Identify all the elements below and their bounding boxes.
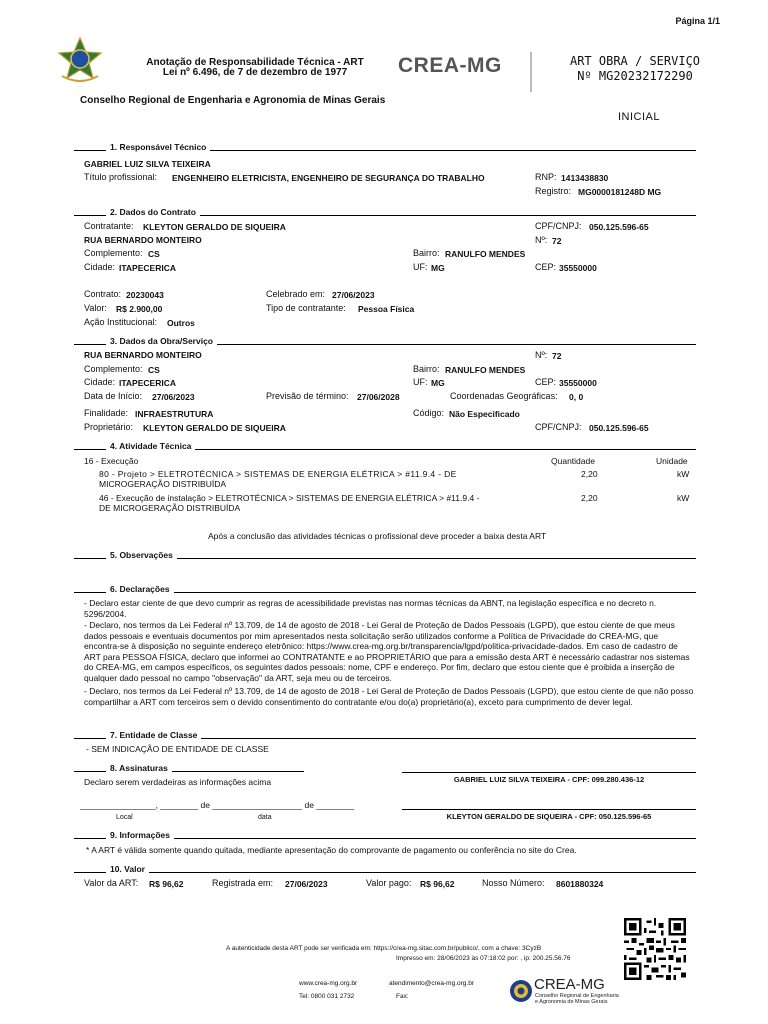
contrato-value: 20230043	[126, 290, 164, 300]
coord-label: Coordenadas Geográficas:	[450, 391, 558, 401]
valor-art-value: R$ 96,62	[149, 879, 184, 889]
finalidade-value: INFRAESTRUTURA	[135, 409, 214, 419]
nosso-numero-value: 8601880324	[556, 879, 604, 889]
contrato-cidade-label: Cidade:	[84, 262, 116, 272]
nosso-numero-label: Nosso Número:	[482, 878, 545, 888]
contrato-compl-label: Complemento:	[84, 248, 143, 258]
atividade-item-2-line2: DE MICROGERAÇÃO DISTRIBUÍDA	[99, 503, 241, 513]
contratante-value: KLEYTON GERALDO DE SIQUEIRA	[143, 222, 286, 232]
contrato-uf-value: MG	[431, 263, 445, 273]
unidade-header: Unidade	[656, 456, 688, 466]
section-9-title: 9. Informações	[110, 830, 174, 840]
council-name: Conselho Regional de Engenharia e Agronomia de Minas Gerais	[80, 95, 386, 106]
contrato-num-label: Nº:	[535, 235, 548, 245]
obra-uf-label: UF:	[413, 377, 428, 387]
contrato-bairro-value: RANULFO MENDES	[445, 249, 526, 259]
section-4-header	[74, 441, 696, 453]
atividade-note: Após a conclusão das atividades técnicas o profissional deve proceder a baixa desta ART	[208, 531, 547, 541]
signature-1-name: GABRIEL LUIZ SILVA TEIXEIRA - CPF: 099.280.436-12	[453, 775, 645, 784]
entidade-classe-text: - SEM INDICAÇÃO DE ENTIDADE DE CLASSE	[86, 744, 269, 754]
section-4-title: 4. Atividade Técnica	[110, 441, 195, 451]
atividade-item-2-unit: kW	[677, 493, 690, 503]
law-reference: Lei nº 6.496, de 7 de dezembro de 1977	[162, 67, 348, 78]
obra-cep-label: CEP:	[535, 377, 557, 387]
contrato-cep-label: CEP:	[535, 262, 557, 272]
contrato-cidade-value: ITAPECERICA	[119, 263, 176, 273]
obra-num-label: Nº:	[535, 350, 548, 360]
valor-label: Valor:	[84, 303, 107, 313]
section-10-title: 10. Valor	[110, 864, 149, 874]
contrato-rua: RUA BERNARDO MONTEIRO	[84, 235, 202, 245]
obra-uf-value: MG	[431, 378, 445, 388]
section-1-header	[74, 142, 696, 154]
section-2-header	[74, 207, 696, 219]
art-title: Anotação de Responsabilidade Técnica - ART	[146, 57, 364, 68]
crea-title: CREA-MG	[398, 54, 502, 77]
section-3-title: 3. Dados da Obra/Serviço	[110, 336, 217, 346]
acao-label: Ação Institucional:	[84, 317, 158, 327]
declaracao-2: - Declaro, nos termos da Lei Federal nº 13.709, de 14 de agosto de 2018 - Lei Geral de Proteção de Dados Pessoais (LGPD), que estou ciente de que meus dados pessoais e eventuais documentos por mim apresentados nesta solicitação serão utilizados conforme a Política de Privacidade do CREA-MG, que encontra-se à disposição no seguinte endereço eletrônico: https://www.crea-mg.org.br/transparencia/lgpd/politica-privacidade-dados. Em caso de cadastro de ART para PESSOA FÍSICA, declaro que informei ao CONTRATANTE e ao PROPRIETÁRIO que para a emissão desta ART é necessário cadastrar nos sistemas do CREA-MG, em campos específicos, os seguintes dados pessoais: nome, CPF e endereço. Por fim, declaro que estou ciente que é proibida a inserção de qualquer dado pessoal no campo "observação" da ART, seja meu ou de terceiros.	[84, 620, 690, 683]
art-type-block	[546, 54, 724, 84]
tipo-value: Pessoa Física	[358, 304, 415, 314]
local-date-line: ________________, ________ de ___________________ de ________	[80, 800, 355, 810]
atividade-item-1-qty: 2,20	[581, 469, 598, 479]
section-5-header	[74, 550, 696, 562]
signature-line-2	[402, 809, 696, 810]
registrada-label: Registrada em:	[212, 878, 274, 888]
rnp-value: 1413438830	[561, 173, 609, 183]
obra-cpf-label: CPF/CNPJ:	[535, 422, 582, 432]
contrato-num-value: 72	[552, 236, 562, 246]
art-type: ART OBRA / SERVIÇO	[569, 54, 701, 68]
section-2-title: 2. Dados do Contrato	[110, 207, 200, 217]
valor-art-label: Valor da ART:	[84, 878, 139, 888]
obra-bairro-value: RANULFO MENDES	[445, 365, 526, 375]
obra-compl-value: CS	[148, 365, 160, 375]
atividade-item-1-line2: MICROGERAÇÃO DISTRIBUÍDA	[99, 479, 227, 489]
section-7-title: 7. Entidade de Classe	[110, 730, 201, 740]
section-3-header	[74, 336, 696, 348]
header-divider	[530, 52, 532, 92]
obra-num-value: 72	[552, 351, 562, 361]
art-status: INICIAL	[618, 111, 661, 123]
valor-value: R$ 2.900,00	[116, 304, 163, 314]
brazil-coat-of-arms-icon	[56, 36, 104, 86]
contrato-label: Contrato:	[84, 289, 122, 299]
informacoes-text: * A ART é válida somente quando quitada, mediante apresentação do comprovante de pagamento ou conferência no site do Crea.	[86, 845, 577, 855]
footer-fax: Fax:	[396, 993, 409, 1000]
atividade-item-2-qty: 2,20	[581, 493, 598, 503]
coord-value: 0, 0	[569, 392, 584, 402]
footer-phone: Tel: 0800 031 2732	[299, 993, 355, 1000]
finalidade-label: Finalidade:	[84, 408, 129, 418]
assinatura-declaro: Declaro serem verdadeiras as informações acima	[84, 777, 272, 787]
registrada-value: 27/06/2023	[285, 879, 328, 889]
declaracao-3: - Declaro, nos termos da Lei Federal nº 13.709, de 14 de agosto de 2018 - Lei Geral de Proteção de Dados Pessoais (LGPD), que estou ciente de que não posso compartilhar a ART com terceiros sem o devido consentimento do contratante e/ou do(a) proprietário(a), exceto para cumprimento de dever legal.	[84, 686, 694, 707]
crea-seal-icon	[509, 979, 533, 1003]
cpf-value: 050.125.596-65	[589, 222, 649, 232]
quantidade-header: Quantidade	[551, 456, 595, 466]
art-number: Nº MG20232172290	[577, 69, 693, 83]
contrato-uf-label: UF:	[413, 262, 428, 272]
section-10-header	[74, 864, 696, 876]
printed-info: Impresso em: 28/06/2023 às 07:18:02 por: , ip: 200.25.56.76	[396, 955, 571, 962]
celebrado-value: 27/06/2023	[332, 290, 375, 300]
atividade-group: 16 - Execução	[84, 456, 139, 466]
signature-line-1	[402, 772, 696, 773]
footer-site[interactable]: www.crea-mg.org.br	[299, 980, 358, 987]
footer-logo-sub1: Conselho Regional de Engenharia	[535, 993, 619, 999]
local-label: Local	[116, 814, 133, 821]
footer-logo-text: CREA-MG	[534, 976, 605, 993]
acao-value: Outros	[167, 318, 195, 328]
contrato-cep-value: 35550000	[559, 263, 597, 273]
section-7-header	[74, 730, 696, 742]
proprietario-value: KLEYTON GERALDO DE SIQUEIRA	[143, 423, 286, 433]
obra-cpf-value: 050.125.596-65	[589, 423, 649, 433]
section-1-title: 1. Responsável Técnico	[110, 142, 210, 152]
titulo-value: ENGENHEIRO ELETRICISTA, ENGENHEIRO DE SEGURANÇA DO TRABALHO	[172, 173, 485, 183]
codigo-value: Não Especificado	[449, 409, 520, 419]
atividade-item-1-line1: 80 - Projeto > ELETROTÉCNICA > SISTEMAS DE ENERGIA ELÉTRICA > #11.9.4 - DE	[99, 469, 457, 479]
obra-cep-value: 35550000	[559, 378, 597, 388]
obra-cidade-value: ITAPECERICA	[119, 378, 176, 388]
valor-pago-value: R$ 96,62	[420, 879, 455, 889]
contrato-bairro-label: Bairro:	[413, 248, 440, 258]
page-label: Página 1/1	[675, 16, 720, 26]
declaracao-1: - Declaro estar ciente de que devo cumprir as regras de acessibilidade previstas nas normas técnicas da ABNT, na legislação específica e no decreto n. 5296/2004.	[84, 598, 657, 619]
atividade-item-2-line1: 46 - Execução de instalação > ELETROTÉCNICA > SISTEMAS DE ENERGIA ELÉTRICA > #11.9.4 -	[99, 493, 480, 503]
qr-code-icon	[624, 918, 686, 980]
registro-value: MG0000181248D MG	[578, 187, 662, 197]
section-6-title: 6. Declarações	[110, 584, 174, 594]
footer-email[interactable]: atendimento@crea-mg.org.br	[389, 980, 474, 987]
termino-label: Previsão de término:	[266, 391, 349, 401]
responsavel-name: GABRIEL LUIZ SILVA TEIXEIRA	[84, 159, 211, 169]
section-9-header	[74, 830, 696, 842]
obra-bairro-label: Bairro:	[413, 364, 440, 374]
proprietario-label: Proprietário:	[84, 422, 134, 432]
obra-cidade-label: Cidade:	[84, 377, 116, 387]
termino-value: 27/06/2028	[357, 392, 400, 402]
data-label: data	[258, 814, 272, 821]
obra-compl-label: Complemento:	[84, 364, 143, 374]
valor-pago-label: Valor pago:	[366, 878, 412, 888]
signature-2-name: KLEYTON GERALDO DE SIQUEIRA - CPF: 050.125.596-65	[446, 812, 652, 821]
footer-logo-sub2: e Agronomia de Minas Gerais	[535, 999, 608, 1005]
section-6-header	[74, 584, 696, 596]
tipo-label: Tipo de contratante:	[266, 303, 346, 313]
celebrado-label: Celebrado em:	[266, 289, 326, 299]
section-8-title: 8. Assinaturas	[110, 763, 172, 773]
contrato-compl-value: CS	[148, 249, 160, 259]
inicio-value: 27/06/2023	[152, 392, 195, 402]
rnp-label: RNP:	[535, 172, 557, 182]
atividade-item-1-unit: kW	[677, 469, 690, 479]
cpf-label: CPF/CNPJ:	[535, 221, 582, 231]
titulo-label: Título profissional:	[84, 172, 158, 182]
section-8-header	[74, 763, 304, 775]
codigo-label: Código:	[413, 408, 445, 418]
inicio-label: Data de Início:	[84, 391, 143, 401]
section-5-title: 5. Observações	[110, 550, 177, 560]
obra-rua: RUA BERNARDO MONTEIRO	[84, 350, 202, 360]
registro-label: Registro:	[535, 186, 572, 196]
authenticity-text: A autenticidade desta ART pode ser verificada em: https://crea-mg.sitac.com.br/publico/, com a chave: 3CyzB	[226, 945, 542, 952]
contratante-label: Contratante:	[84, 221, 134, 231]
